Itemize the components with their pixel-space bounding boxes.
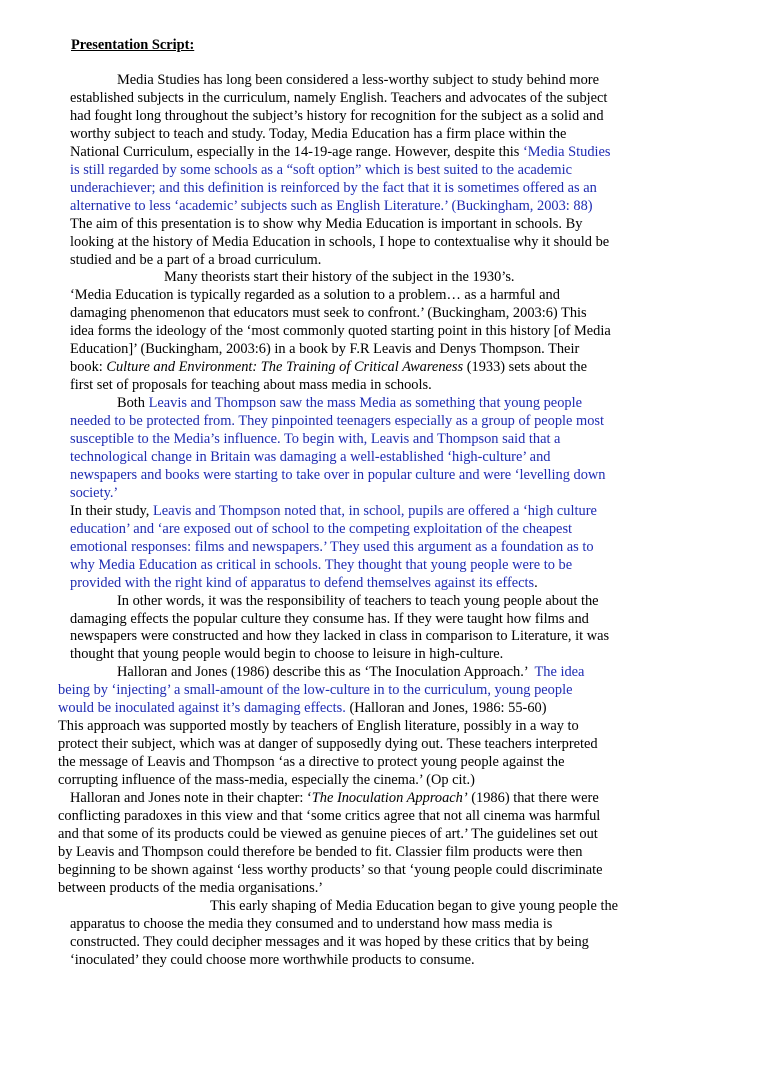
text-run: Both [117, 395, 149, 412]
text-run: . [534, 574, 538, 591]
quoted-text: alternative to less ‘academic’ subjects such as English Literature.’ (Buckingham, 2003: 88) [70, 197, 593, 214]
text-run: Halloran and Jones note in their chapter: ‘ [70, 790, 312, 806]
text-line [70, 358, 587, 376]
text-line [70, 143, 611, 161]
text-run: In their study, [70, 502, 153, 519]
text-run: apparatus to choose the media they consumed and to understand how mass media is [70, 915, 553, 932]
quoted-text: needed to be protected from. They pinpointed teenagers especially as a group of people most [70, 413, 605, 430]
text-line [70, 466, 605, 484]
text-line [58, 879, 323, 897]
text-line [70, 304, 587, 322]
text-line [117, 394, 582, 412]
text-line [70, 161, 572, 179]
text-line [70, 574, 538, 592]
text-line [58, 843, 582, 861]
text-line [117, 663, 584, 681]
quoted-text: technological change in Britain was damaging a well-established ‘high-culture’ and [70, 448, 551, 465]
text-line [70, 933, 589, 951]
italic-title: Culture and Environment: The Training of Critical Awareness [106, 359, 464, 376]
quoted-text: newspapers and books were starting to take over in popular culture and were ‘levelling down [70, 466, 606, 483]
text-run: (Halloran and Jones, 1986: 55-60) [345, 700, 547, 717]
text-run: constructed. They could decipher messages and it was hoped by these critics that by being [70, 933, 589, 950]
text-run: damaging effects the popular culture they consume has. If they were taught how films and [70, 610, 589, 627]
text-line [70, 627, 609, 645]
text-run: ‘Media Education is typically regarded as a solution to a problem… as a harmful and [70, 287, 560, 304]
quoted-text: would be inoculated against it’s damaging effects. [58, 700, 346, 717]
text-line [70, 645, 503, 663]
text-line [70, 412, 604, 430]
text-run: conflicting paradoxes in this view and that ‘some critics agree that not all cinema was harmful [58, 807, 601, 824]
page-title: Presentation Script: [71, 37, 195, 53]
text-run: the message of Leavis and Thompson ‘as a directive to protect young people against the [58, 754, 565, 771]
text-line [70, 915, 552, 933]
text-line [117, 592, 599, 610]
quoted-text: Leavis and Thompson saw the mass Media as something that young people [148, 395, 582, 412]
text-run: beginning to be shown against ‘less worthy products’ so that ‘young people could discriminate [58, 861, 603, 878]
text-run: by Leavis and Thompson could therefore be bended to fit. Classier film products were then [58, 843, 583, 860]
quoted-text: Leavis and Thompson noted that, in school, pupils are offered a ‘high culture [153, 502, 597, 519]
text-run: idea forms the ideology of the ‘most commonly quoted starting point in this history [of Media [70, 323, 611, 340]
text-run: This approach was supported mostly by teachers of English literature, possibly in a way to [58, 718, 579, 735]
text-run: National Curriculum, especially in the 14-19-age range. However, despite this [70, 143, 523, 160]
text-run: In other words, it was the responsibility of teachers to teach young people about the [117, 592, 599, 609]
text-run: ‘inoculated’ they could choose more worthwhile products to consume. [70, 951, 475, 968]
text-line [70, 610, 589, 628]
quoted-text: susceptible to the Media’s influence. To begin with, Leavis and Thompson said that a [70, 431, 561, 447]
text-line [58, 771, 475, 789]
text-line [70, 376, 432, 394]
text-run: Media Studies has long been considered a less-worthy subject to study behind more [117, 72, 599, 88]
text-run: newspapers were constructed and how they lacked in class in comparison to Literature, it was [70, 628, 610, 645]
text-line [58, 753, 564, 771]
text-run: established subjects in the curriculum, namely English. Teachers and advocates of the subject [70, 89, 608, 106]
quoted-text: underachiever; and this definition is reinforced by the fact that it is sometimes offered as an [70, 179, 597, 196]
quoted-text: being by ‘injecting’ a small-amount of the low-culture in to the curriculum, young people [58, 682, 573, 699]
text-run: Halloran and Jones (1986) describe this as ‘The Inoculation Approach.’ [117, 664, 535, 681]
text-line [164, 268, 515, 286]
text-line [58, 807, 600, 825]
text-line [70, 340, 579, 358]
quoted-text: society.’ [70, 484, 119, 501]
text-line [70, 484, 118, 502]
text-run: (1986) that there were [467, 790, 599, 806]
text-run: worthy subject to teach and study. Today, Media Education has a firm place within the [70, 125, 567, 142]
text-line [58, 717, 579, 735]
text-line [70, 430, 560, 448]
text-line [70, 951, 475, 969]
text-run: This early shaping of Media Education began to give young people the [210, 897, 619, 914]
text-line [70, 538, 594, 556]
text-line [70, 125, 566, 143]
text-line [70, 789, 599, 807]
quoted-text: The idea [534, 664, 585, 681]
text-line [58, 825, 598, 843]
text-line [70, 89, 607, 107]
text-line [70, 233, 609, 251]
text-run: and that some of its products could be viewed as genuine pieces of art.’ The guidelines set out [58, 825, 598, 842]
text-run: first set of proposals for teaching about mass media in schools. [70, 377, 432, 394]
quoted-text: provided with the right kind of apparatus to defend themselves against its effects [70, 574, 535, 591]
text-line [70, 197, 593, 215]
text-line [58, 699, 547, 717]
text-run: Many theorists start their history of the subject in the 1930’s. [164, 269, 515, 286]
text-run: corrupting influence of the mass-media, especially the cinema.’ (Op cit.) [58, 772, 475, 789]
text-run: damaging phenomenon that educators must seek to confront.’ (Buckingham, 2003:6) This [70, 305, 587, 322]
text-line [70, 107, 604, 125]
text-line [58, 735, 598, 753]
text-line [70, 179, 597, 197]
text-run: thought that young people would begin to choose to leisure in high-culture. [70, 646, 504, 663]
text-run: book: [70, 359, 107, 376]
quoted-text: is still regarded by some schools as a “soft option” which is best suited to the academic [70, 161, 572, 178]
quoted-text: why Media Education as critical in schools. They thought that young people were to be [70, 556, 573, 573]
text-line [70, 251, 321, 269]
italic-title: The Inoculation Approach’ [311, 790, 468, 806]
text-run: (1933) sets about the [463, 359, 588, 376]
text-line [70, 556, 572, 574]
text-line [70, 215, 582, 233]
quoted-text: emotional responses: films and newspapers.’ They used this argument as a foundation as to [70, 538, 594, 555]
text-run: Education]’ (Buckingham, 2003:6) in a book by F.R Leavis and Denys Thompson. Their [70, 341, 580, 358]
text-line [70, 502, 597, 520]
text-run: The aim of this presentation is to show why Media Education is important in schools. By [70, 215, 583, 232]
text-run: looking at the history of Media Education in schools, I hope to contextualise why it should be [70, 233, 610, 250]
text-line [117, 71, 599, 89]
text-line [70, 322, 611, 340]
text-line [70, 520, 572, 538]
text-run: had fought long throughout the subject’s history for recognition for the subject as a solid and [70, 107, 604, 124]
text-run: protect their subject, which was at danger of supposedly dying out. These teachers interpreted [58, 736, 598, 753]
text-line [210, 897, 618, 915]
text-line [58, 861, 602, 879]
quoted-text: ‘Media Studies [523, 143, 611, 160]
text-run: between products of the media organisations.’ [58, 879, 324, 896]
text-run: studied and be a part of a broad curriculum. [70, 251, 322, 268]
text-line [70, 286, 560, 304]
text-line [58, 681, 572, 699]
text-line [70, 448, 550, 466]
quoted-text: education’ and ‘are exposed out of school to the competing exploitation of the cheapest [70, 520, 573, 537]
